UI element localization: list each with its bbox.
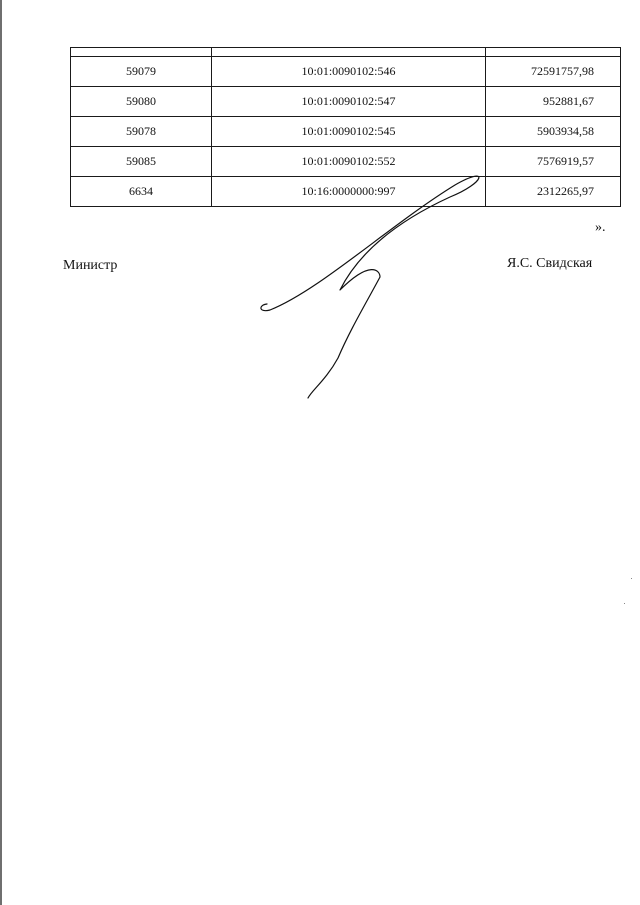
table-row xyxy=(71,57,621,87)
table-header-cell xyxy=(486,48,621,57)
object-number: 59078 xyxy=(71,117,212,147)
cadastral-value: 952881,67 xyxy=(486,87,621,117)
cadastral-number: 10:01:0090102:546 xyxy=(212,57,486,87)
table-row xyxy=(71,117,621,147)
signer-role: Министр xyxy=(63,258,118,273)
handwritten-signature xyxy=(250,165,490,400)
cadastral-value: 7576919,57 xyxy=(486,147,621,177)
scan-speck xyxy=(631,578,632,579)
cadastral-value: 2312265,97 xyxy=(486,177,621,207)
cadastral-number: 10:01:0090102:545 xyxy=(212,117,486,147)
scan-left-edge xyxy=(0,0,2,905)
cadastral-number: 10:01:0090102:547 xyxy=(212,87,486,117)
cadastral-value: 5903934,58 xyxy=(486,117,621,147)
cadastral-value: 72591757,98 xyxy=(486,57,621,87)
signer-name: Я.С. Свидская xyxy=(507,256,593,271)
table-row xyxy=(71,87,621,117)
table-header-cell xyxy=(212,48,486,57)
table-header-cell xyxy=(71,48,212,57)
scan-speck xyxy=(624,603,625,604)
object-number: 6634 xyxy=(71,177,212,207)
object-number: 59080 xyxy=(71,87,212,117)
cadastral-number: 10:16:0000000:997 xyxy=(212,177,486,207)
table-header-row xyxy=(71,48,621,57)
cadastral-number: 10:01:0090102:552 xyxy=(212,147,486,177)
object-number: 59085 xyxy=(71,147,212,177)
object-number: 59079 xyxy=(71,57,212,87)
closing-quote-mark: ». xyxy=(595,220,606,235)
